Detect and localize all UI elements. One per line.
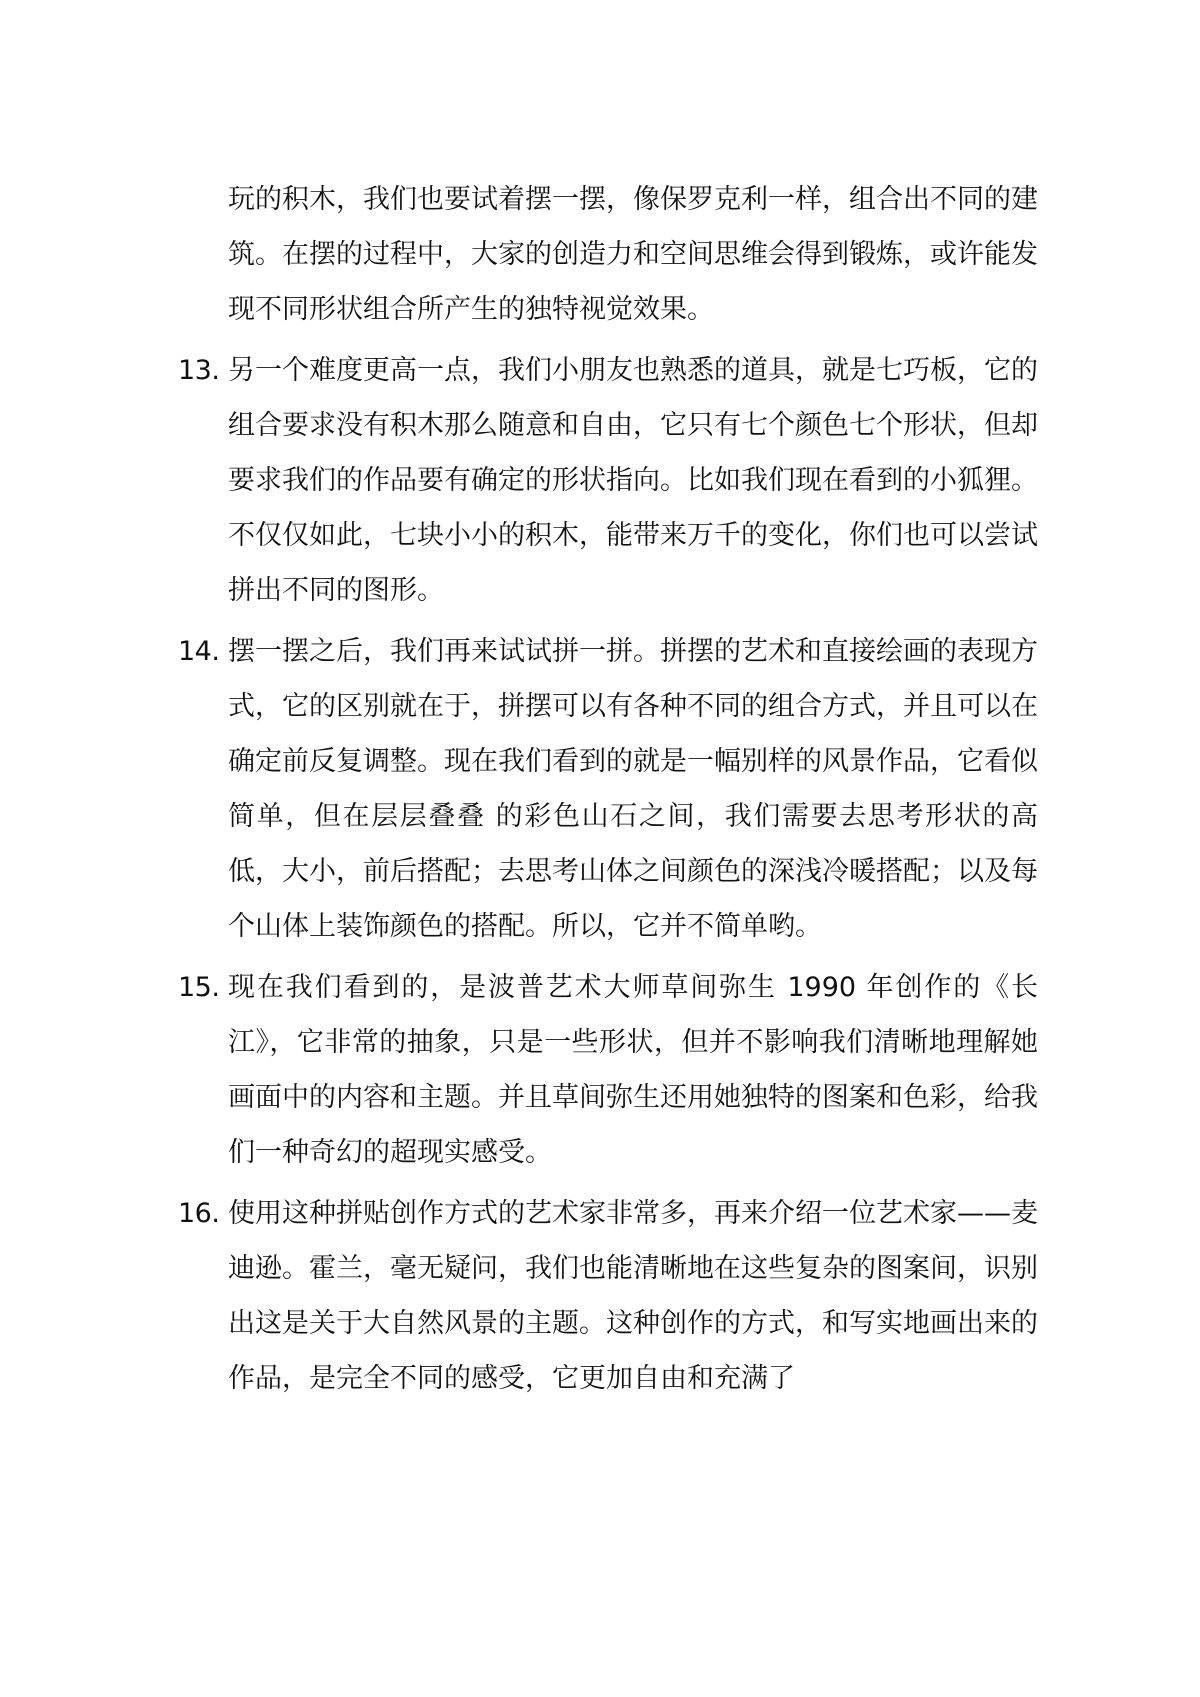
list-item [0,960,1200,1180]
list-item-number: 13. [178,355,220,386]
list-item-text: 现在我们看到的，是波普艺术大师草间弥生 1990 年创作的《长江》，它非常的抽象，只是一些形状，但并不影响我们清晰地理解她画面中的内容和主题。并且草间弥生还用她独特的图案和色彩，给我们一种奇幻的超现实感受。 [228,972,1038,1168]
list-item-text: 使用这种拼贴创作方式的艺术家非常多，再来介绍一位艺术家——麦迪逊。霍兰，毫无疑问，我们也能清晰地在这些复杂的图案间，识别出这是关于大自然风景的主题。这种创作的方式，和写实地画出来的作品，是完全不同的感受，它更加自由和充满了 [228,1198,1038,1394]
list-item-number: 16. [178,1198,220,1229]
list-item-text: 摆一摆之后，我们再来试试拼一拼。拼摆的艺术和直接绘画的表现方式，它的区别就在于，拼摆可以有各种不同的组合方式，并且可以在确定前反复调整。现在我们看到的就是一幅别样的风景作品，它看似简单，但在层层叠叠 的彩色山石之间，我们需要去思考形状的高低，大小，前后搭配；去思考山体之间颜色的深浅冷暖搭配；以及每个山体上装饰颜色的搭配。所以，它并不简单哟。 [228,636,1038,942]
continuation-paragraph: 玩的积木，我们也要试着摆一摆，像保罗克利一样，组合出不同的建筑。在摆的过程中，大家的创造力和空间思维会得到锻炼，或许能发现不同形状组合所产生的独特视觉效果。 [228,184,1038,325]
list-item-number: 15. [178,972,220,1003]
list-item-text: 另一个难度更高一点，我们小朋友也熟悉的道具，就是七巧板，它的组合要求没有积木那么随意和自由，它只有七个颜色七个形状，但却要求我们的作品要有确定的形状指向。比如我们现在看到的小狐狸。不仅仅如此，七块小小的积木，能带来万千的变化，你们也可以尝试拼出不同的图形。 [228,355,1038,606]
list-item [0,343,1200,618]
list-item-number: 14. [178,636,220,667]
numbered-list [0,343,1200,1412]
list-item [0,624,1200,954]
list-item [0,1186,1200,1406]
